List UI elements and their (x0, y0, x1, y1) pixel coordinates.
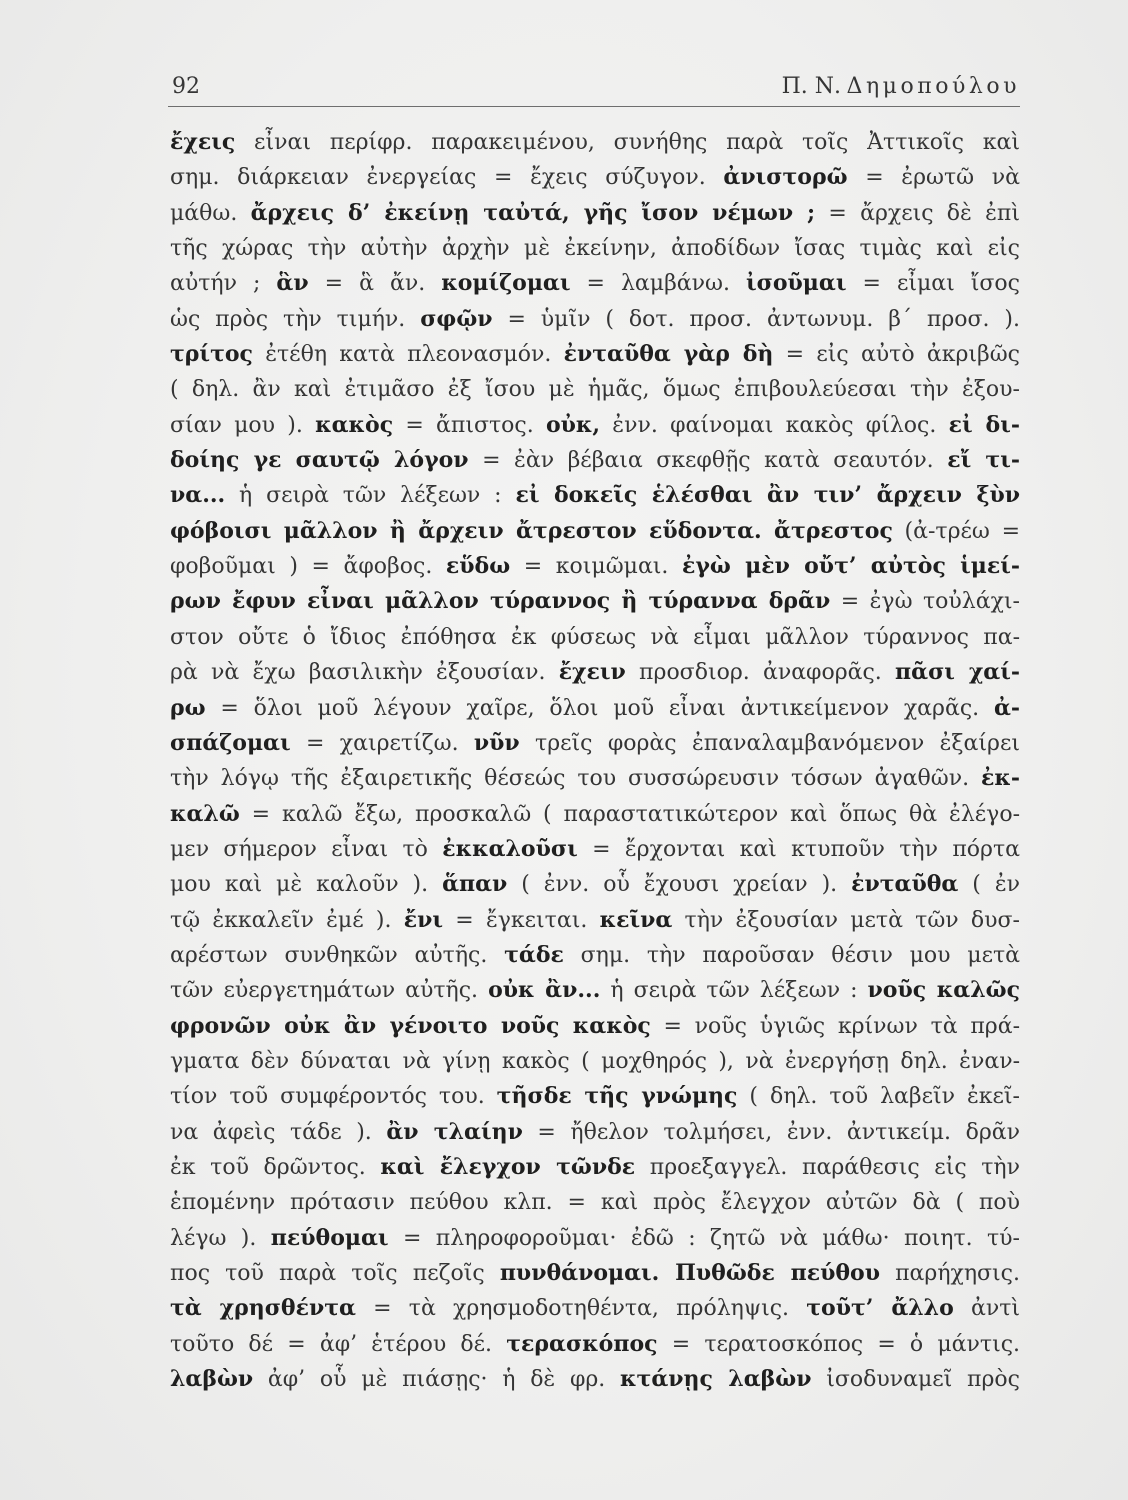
text-line (170, 655, 1020, 690)
bold-term: τρίτος (170, 341, 253, 368)
text-run: ἑπομένην πρότασιν πεύθου κλπ. = καὶ πρὸς ἔλεγχον αὐτῶν δὰ ( ποὺ (170, 1190, 1020, 1216)
page-header (170, 72, 1020, 102)
text-run: = ἔγκειται. (443, 907, 600, 933)
bold-term: να... (170, 482, 226, 509)
text-line (170, 1115, 1020, 1150)
text-line (170, 1185, 1020, 1220)
bold-term: οὐκ ἂν... (488, 977, 601, 1004)
text-line (170, 1256, 1020, 1291)
text-body (170, 125, 1020, 1397)
bold-term: εἰ δι- (948, 411, 1020, 438)
text-run: = ἤθελον τολμήσει, ἐνν. ἀντικείμ. δρᾶν (522, 1119, 1020, 1145)
text-run: ἐνν. φαίνομαι κακὸς φίλος. (600, 412, 949, 438)
bold-term: ρω (170, 694, 206, 721)
text-line (170, 903, 1020, 938)
text-run: = καλῶ ἔξω, προσκαλῶ ( παραστατικώτερον καὶ ὅπως θὰ ἐλέγο- (239, 801, 1020, 827)
text-run: = εἰς αὐτὸ ἀκριβῶς (773, 342, 1020, 368)
bold-term: κεῖνα (599, 906, 673, 933)
text-run: = πληροφοροῦμαι· ἐδῶ : ζητῶ νὰ μάθω· ποιητ. τύ- (388, 1225, 1020, 1251)
text-run: = χαιρετίζω. (290, 730, 474, 756)
text-run: ἐτέθη κατὰ πλεονασμόν. (252, 342, 564, 368)
bold-term: καὶ ἔλεγχον τῶνδε (380, 1153, 636, 1180)
text-run: = ἐρωτῶ νὰ (847, 165, 1020, 191)
text-run: = τὰ χρησμοδοτηθέντα, πρόληψις. (355, 1296, 807, 1322)
text-run: να ἀφεὶς τάδε ). (170, 1119, 387, 1145)
bold-term: εἴ τι- (947, 447, 1020, 474)
text-run: ὡς πρὸς τὴν τιμήν. (170, 306, 421, 332)
text-line (170, 443, 1020, 478)
text-run: αρέστων συνθηκῶν αὐτῆς. (170, 942, 505, 968)
bold-term: εὕδω (445, 553, 511, 580)
text-run: = ἐὰν βέβαια σκεφθῇς κατὰ σεαυτόν. (468, 448, 948, 474)
bold-term: πυνθάνομαι. Πυθῶδε πεύθου (499, 1260, 880, 1286)
bold-term: ἄρχεις δ’ ἐκείνῃ ταὐτά, γῆς ἴσον νέμων ; (250, 199, 816, 226)
text-run: ἰσοδυναμεῖ πρὸς (811, 1367, 1020, 1393)
text-run: = ἐγὼ τοὐλάχι- (830, 589, 1020, 615)
bold-term: ἔχεις (170, 129, 236, 155)
text-line (170, 867, 1020, 902)
text-run: μου καὶ μὲ καλοῦν ). (170, 872, 443, 898)
bold-term: ἔνι (403, 906, 444, 933)
text-run: τὴν ἐξουσίαν μετὰ τῶν δυσ- (672, 907, 1020, 933)
text-line (170, 938, 1020, 973)
bold-term: ἰσοῦμαι (746, 270, 847, 297)
bold-term: ἐγὼ μὲν οὔτ’ αὐτὸς ἱμεί- (682, 553, 1020, 580)
text-run: ( δηλ. ἂν καὶ ἐτιμᾶσο ἐξ ἴσου μὲ ἡμᾶς, ὅμως ἐπιβουλεύεσαι τὴν ἐξου- (170, 377, 1020, 403)
text-line (170, 832, 1020, 867)
text-run: ἀντὶ (953, 1296, 1020, 1322)
text-run: ρὰ νὰ ἔχω βασιλικὴν ἐξουσίαν. (170, 660, 559, 686)
bold-term: νῦν (473, 729, 520, 756)
text-run: = ἔρχονται καὶ κτυποῦν τὴν πόρτα (577, 836, 1020, 862)
bold-term: τῆσδε τῆς γνώμης (496, 1083, 738, 1110)
text-line (170, 125, 1020, 160)
text-run: = ἄρχεις δὲ ἐπὶ (815, 200, 1020, 226)
text-line (170, 408, 1020, 443)
text-run: τὴν λόγῳ τῆς ἐξαιρετικῆς θέσεώς του συσσώρευσιν τόσων ἀγαθῶν. (170, 766, 981, 792)
text-line (170, 1291, 1020, 1326)
text-line (170, 231, 1020, 266)
text-run: παρήχησις. (879, 1261, 1020, 1286)
bold-term: φρονῶν οὐκ ἂν γένοιτο νοῦς κακὸς (170, 1012, 651, 1039)
text-run: τοῦτο δέ = ἀφ’ ἑτέρου δέ. (170, 1331, 507, 1357)
text-run: ἐκ τοῦ δρῶντος. (170, 1154, 381, 1180)
header-rule (168, 106, 1020, 107)
text-line (170, 372, 1020, 407)
text-run: φοβοῦμαι ) = ἄφοβος. (170, 554, 446, 580)
bold-term: οὐκ, (545, 411, 601, 438)
bold-term: ἔχειν (558, 659, 626, 686)
text-run: τῆς χώρας τὴν αὐτὴν ἀρχὴν μὲ ἐκείνην, ἀποδίδων ἴσας τιμὰς καὶ εἰς (170, 236, 1020, 262)
text-run: ( ἐν (958, 872, 1020, 898)
bold-term: ἃν (276, 270, 309, 297)
text-run: ἀφ’ οὗ μὲ πιάσῃς· ἡ δὲ φρ. (253, 1367, 621, 1393)
text-run: προεξαγγελ. παράθεσις εἰς τὴν (635, 1154, 1020, 1180)
bold-term: σπάζομαι (170, 729, 291, 756)
text-run: αὐτήν ; (170, 271, 277, 297)
text-line (170, 196, 1020, 231)
text-line (170, 266, 1020, 301)
text-line (170, 1327, 1020, 1362)
text-line (170, 302, 1020, 337)
text-run: μάθω. (170, 200, 251, 226)
text-line (170, 1044, 1020, 1079)
text-line (170, 797, 1020, 832)
text-line (170, 549, 1020, 584)
bold-term: εἰ δοκεῖς ἑλέσθαι ἂν τιν’ ἄρχειν ξὺν (515, 482, 1020, 509)
text-line (170, 584, 1020, 619)
bold-term: σφῷν (420, 305, 493, 332)
text-line (170, 691, 1020, 726)
text-line (170, 973, 1020, 1008)
text-run: στον οὔτε ὁ ἴδιος ἐπόθησα ἐκ φύσεως νὰ εἶμαι μᾶλλον τύραννος πα- (170, 624, 1020, 650)
text-run: = κοιμῶμαι. (510, 554, 683, 580)
bold-term: καλῶ (170, 800, 240, 827)
text-line (170, 1079, 1020, 1114)
text-run: ἡ σειρὰ τῶν λέξεων : (600, 978, 868, 1004)
text-run: τῶν εὐεργετημάτων αὐτῆς. (170, 978, 489, 1004)
text-line (170, 1362, 1020, 1397)
text-line (170, 761, 1020, 796)
text-run: ἡ σειρὰ τῶν λέξεων : (225, 483, 516, 509)
text-run: γματα δὲν δύναται νὰ γίνῃ κακὸς ( μοχθηρός ), νὰ ἐνεργήσῃ δηλ. ἐναν- (170, 1048, 1020, 1074)
bold-term: φόβοισι μᾶλλον ἢ ἄρχειν ἄτρεστον εὕδοντα. ἄτρεστος (170, 517, 893, 544)
bold-term: ρων ἔφυν εἶναι μᾶλλον τύραννος ἢ τύραννα δρᾶν (170, 588, 831, 615)
text-run: = ἃ ἄν. (308, 271, 442, 297)
text-line (170, 1009, 1020, 1044)
text-run: = ἄπιστος. (393, 412, 546, 438)
text-run: = ὅλοι μοῦ λέγουν χαῖρε, ὅλοι μοῦ εἶναι ἀντικείμενον χαρᾶς. (205, 695, 994, 721)
text-run: σίαν μου ). (170, 412, 316, 438)
text-line (170, 478, 1020, 513)
text-run: = λαμβάνω. (570, 271, 746, 297)
text-run: εἶναι περίφρ. παρακειμένου, συνήθης παρὰ τοῖς Ἀττικοῖς καὶ (235, 130, 1020, 155)
author-surname: Δημοπούλου (846, 74, 1020, 99)
bold-term: τοῦτ’ ἄλλο (806, 1295, 954, 1322)
text-run: = ὑμῖν ( δοτ. προσ. ἀντωνυμ. β΄ προσ. ). (492, 306, 1020, 332)
text-line (170, 1150, 1020, 1185)
bold-term: ἅπαν (442, 871, 508, 898)
text-run: ( ἐνν. οὗ ἔχουσι χρείαν ). (507, 872, 852, 898)
bold-term: τάδε (504, 941, 564, 968)
bold-term: ἐνταῦθα (851, 871, 959, 898)
text-run: μεν σήμερον εἶναι τὸ (170, 836, 443, 862)
text-run: πος τοῦ παρὰ τοῖς πεζοῖς (170, 1261, 500, 1286)
text-run: τρεῖς φορὰς ἐπαναλαμβανόμενον ἐξαίρει (519, 730, 1020, 756)
bold-term: λαβὼν (170, 1366, 254, 1393)
bold-term: ἀ- (993, 694, 1020, 721)
text-run: ( δηλ. τοῦ λαβεῖν ἐκεῖ- (737, 1084, 1020, 1110)
text-run: λέγω ). (170, 1225, 271, 1251)
text-line (170, 514, 1020, 549)
bold-term: ἀνιστορῶ (723, 164, 848, 191)
text-run: προσδιορ. ἀναφορᾶς. (625, 660, 896, 686)
text-run: = τερατοσκόπος = ὁ μάντις. (657, 1331, 1020, 1357)
text-line (170, 1221, 1020, 1256)
text-run: (ἀ-τρέω = (892, 518, 1020, 544)
bold-term: ἐκ- (981, 765, 1020, 792)
text-line (170, 726, 1020, 761)
text-line (170, 337, 1020, 372)
text-run: σημ. τὴν παροῦσαν θέσιν μου μετὰ (563, 942, 1020, 968)
text-run: = εἶμαι ἴσος (846, 271, 1020, 297)
bold-term: κτάνῃς λαβὼν (620, 1366, 812, 1393)
bold-term: δοίης γε σαυτῷ λόγον (170, 447, 469, 474)
text-line (170, 620, 1020, 655)
bold-term: ἂν τλαίην (386, 1118, 523, 1145)
bold-term: πεύθομαι (270, 1224, 389, 1251)
bold-term: τὰ χρησθέντα (170, 1295, 356, 1322)
bold-term: τερασκόπος (506, 1330, 658, 1357)
bold-term: νοῦς καλῶς (867, 977, 1020, 1004)
running-title (782, 72, 1020, 102)
bold-term: ἐκκαλοῦσι (442, 835, 578, 862)
bold-term: κομίζομαι (441, 270, 571, 297)
text-run: = νοῦς ὑγιῶς κρίνων τὰ πρά- (650, 1013, 1020, 1039)
bold-term: κακὸς (315, 411, 394, 438)
bold-term: πᾶσι χαί- (895, 659, 1020, 686)
text-run: τίον τοῦ συμφέροντός του. (170, 1084, 497, 1110)
author-initials: Π. Ν. (781, 74, 842, 99)
text-run: τῷ ἐκκαλεῖν ἐμέ ). (170, 907, 404, 933)
text-run: σημ. διάρκειαν ἐνεργείας = ἔχεις σύζυγον. (170, 165, 724, 191)
text-line (170, 160, 1020, 195)
bold-term: ἐνταῦθα γὰρ δὴ (563, 341, 774, 368)
page-number: 92 (172, 74, 200, 99)
